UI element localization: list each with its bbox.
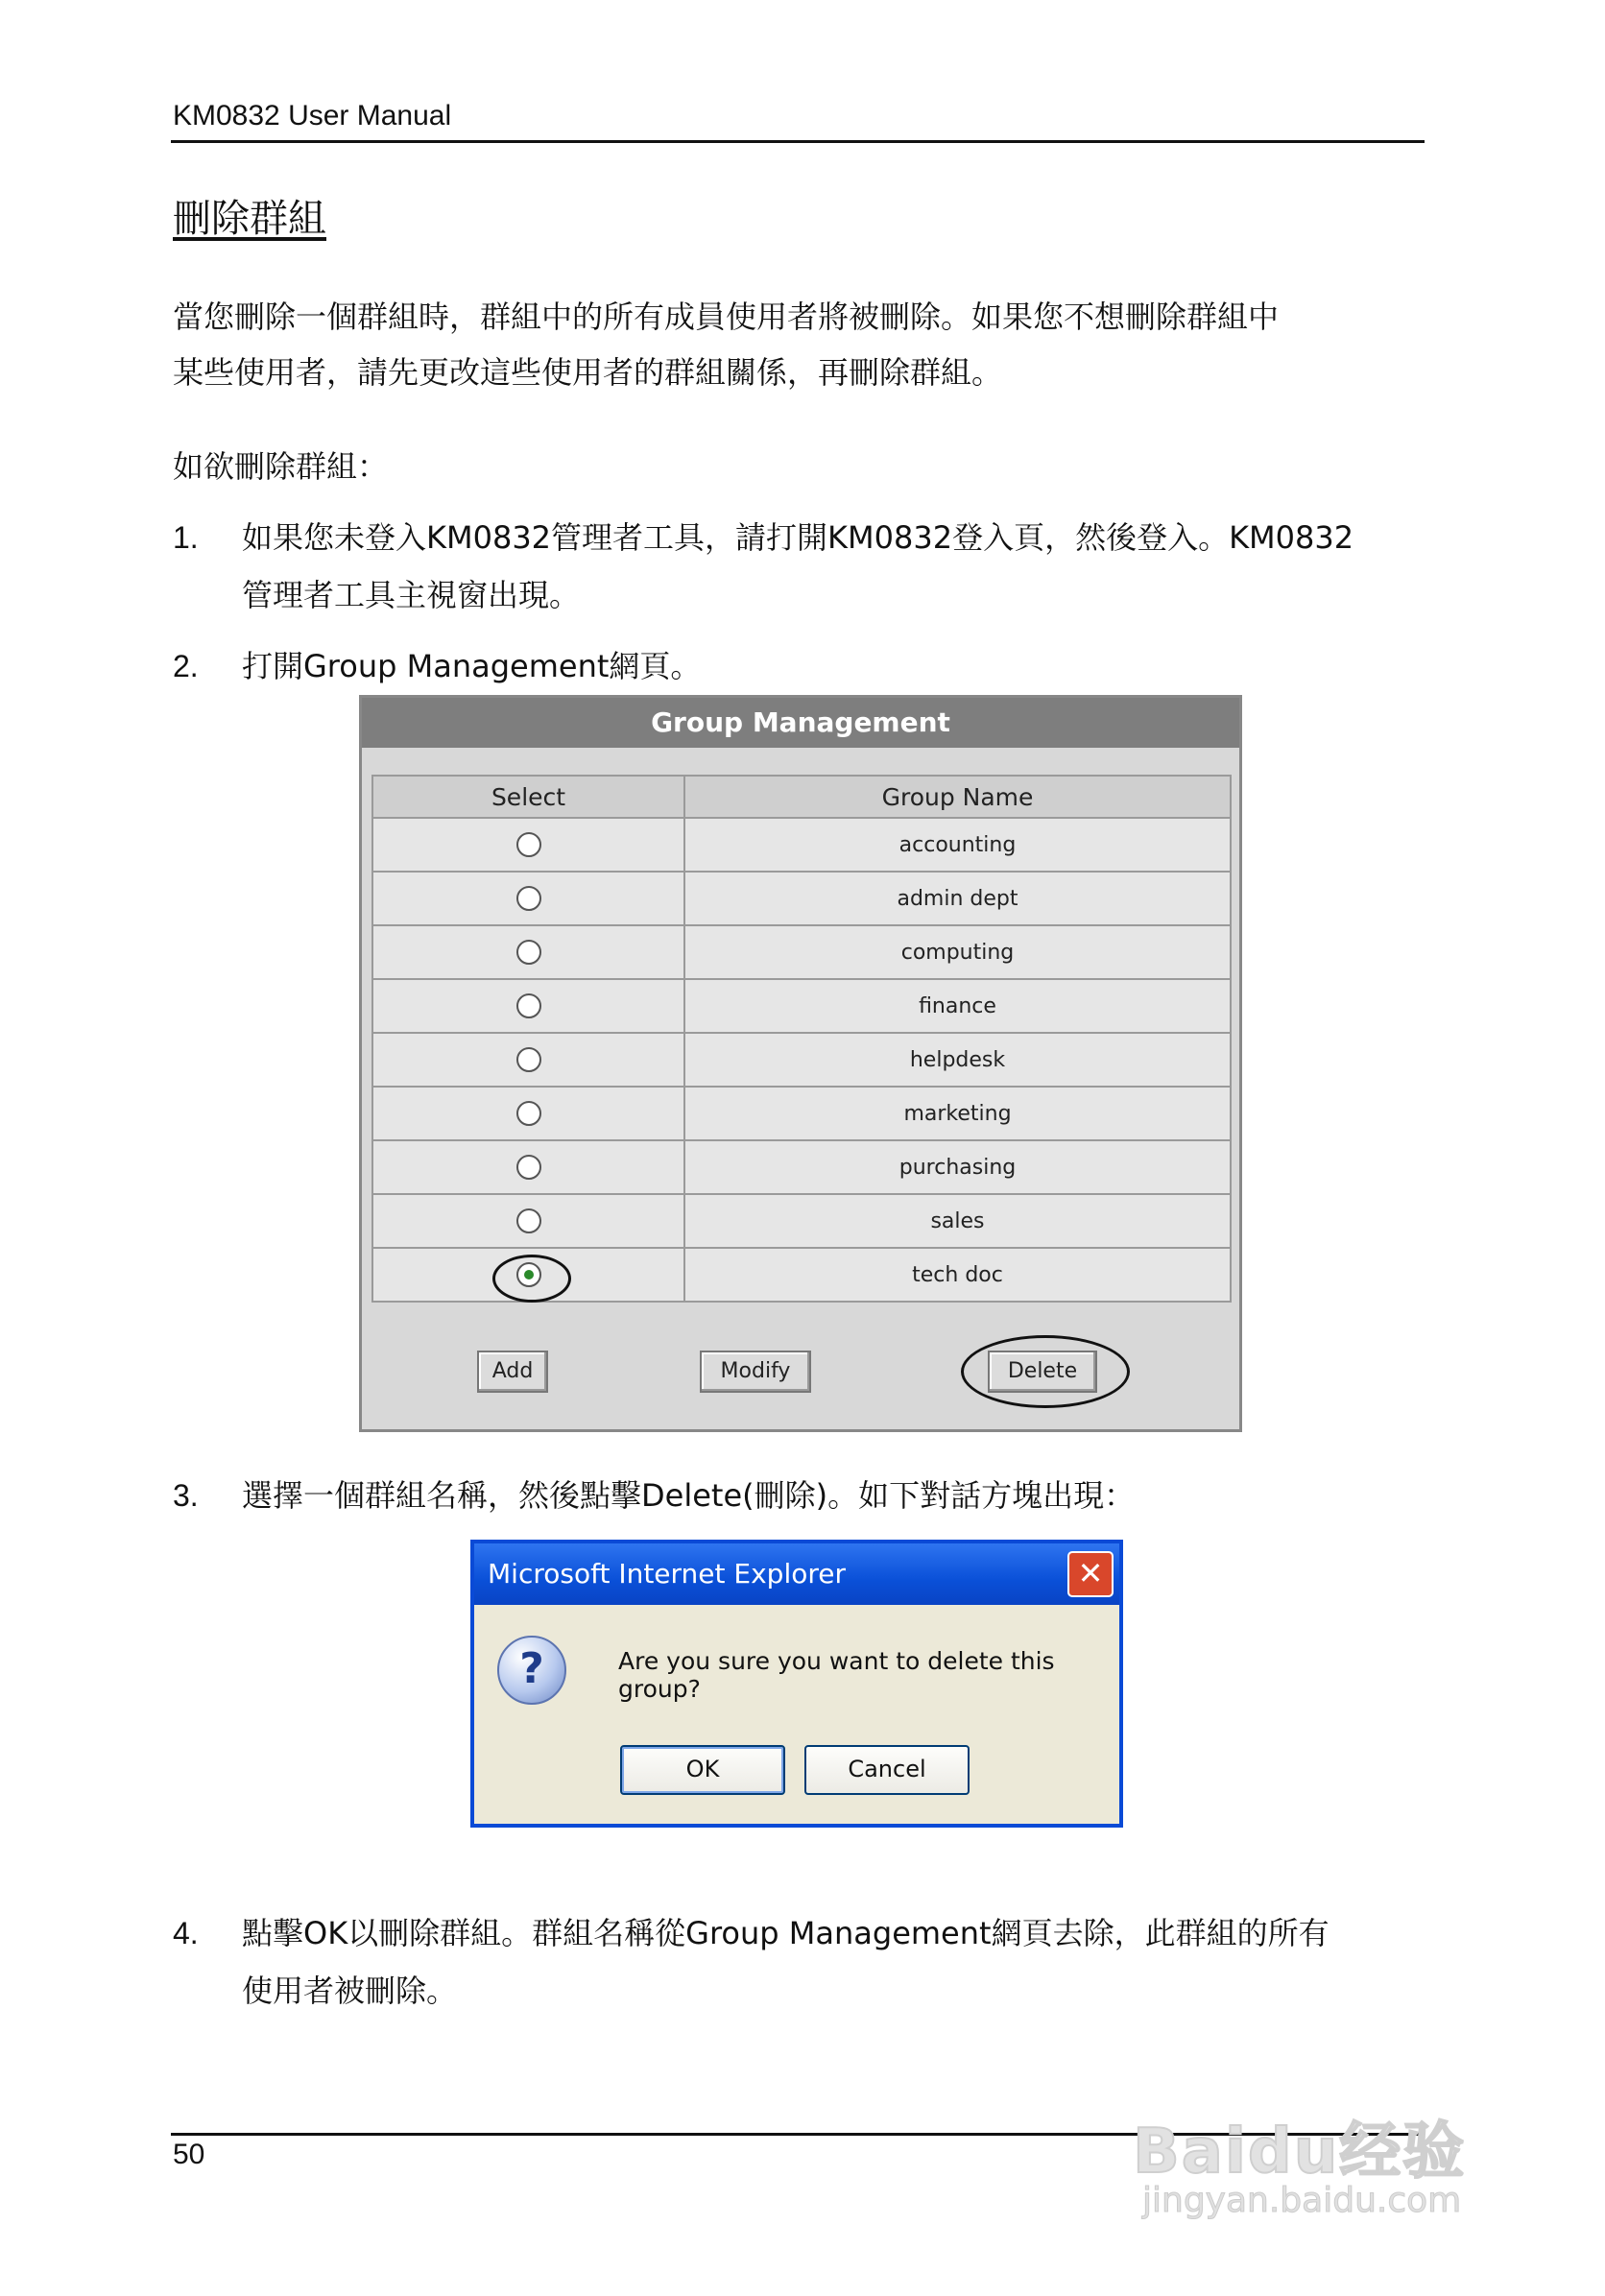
step-text-line-2: 管理者工具主視窗出現。 <box>242 577 581 613</box>
step-text-line-1: 如果您未登入KM0832管理者工具，請打開KM0832登入頁，然後登入。KM0832 <box>242 519 1354 556</box>
step-text-line-1: 點擊OK以刪除群組。群組名稱從Group Management網頁去除，此群組的所有 <box>242 1915 1330 1951</box>
select-cell <box>372 1033 684 1087</box>
intro-paragraph-line-2: 某些使用者，請先更改這些使用者的群組關係，再刪除群組。 <box>173 354 1003 391</box>
select-radio[interactable] <box>516 1101 541 1126</box>
table-row <box>372 1140 1231 1194</box>
select-radio[interactable] <box>516 1155 541 1180</box>
baidu-watermark-url: jingyan.baidu.com <box>1142 2181 1462 2220</box>
highlight-ring-delete-button <box>961 1335 1130 1408</box>
group-management-panel <box>359 695 1242 1432</box>
table-row <box>372 1087 1231 1140</box>
select-cell <box>372 872 684 925</box>
step-number: 1. <box>173 520 199 555</box>
group-name-cell: helpdesk <box>684 1033 1231 1087</box>
step-number: 3. <box>173 1478 199 1513</box>
step-text-line-2: 使用者被刪除。 <box>242 1973 458 2009</box>
group-name-cell: finance <box>684 979 1231 1033</box>
select-cell <box>372 1140 684 1194</box>
dialog-message: Are you sure you want to delete this group? <box>618 1647 1055 1703</box>
table-header-row <box>372 776 1231 818</box>
select-radio[interactable] <box>516 993 541 1018</box>
delete-button[interactable]: Delete <box>988 1351 1097 1393</box>
table-row <box>372 818 1231 872</box>
table-row <box>372 1194 1231 1248</box>
cancel-button[interactable]: Cancel <box>804 1745 970 1795</box>
dialog-title: Microsoft Internet Explorer <box>474 1543 1119 1605</box>
select-radio[interactable] <box>516 886 541 911</box>
step-text <box>242 509 1432 624</box>
section-heading: 刪除群組 <box>173 197 326 241</box>
group-name-cell: accounting <box>684 818 1231 872</box>
select-radio[interactable] <box>516 1208 541 1233</box>
modify-button[interactable]: Modify <box>700 1351 811 1393</box>
add-button[interactable]: Add <box>477 1351 548 1393</box>
group-name-cell: admin dept <box>684 872 1231 925</box>
panel-title: Group Management <box>362 698 1239 748</box>
group-name-cell: purchasing <box>684 1140 1231 1194</box>
confirm-dialog <box>470 1540 1123 1828</box>
close-icon[interactable]: ✕ <box>1067 1551 1114 1597</box>
step-number: 4. <box>173 1916 199 1950</box>
select-radio[interactable] <box>516 1047 541 1072</box>
group-name-cell: tech doc <box>684 1248 1231 1302</box>
intro-paragraph-line-1: 當您刪除一個群組時，群組中的所有成員使用者將被刪除。如果您不想刪除群組中 <box>173 299 1280 335</box>
procedure-lead: 如欲刪除群組： <box>173 448 389 485</box>
select-radio[interactable] <box>516 832 541 857</box>
highlight-ring-selected-radio <box>492 1255 571 1303</box>
select-cell <box>372 1194 684 1248</box>
column-header-select: Select <box>372 776 684 818</box>
page-number: 50 <box>173 2139 205 2170</box>
manual-title: KM0832 User Manual <box>173 100 452 132</box>
group-table <box>371 775 1232 1303</box>
select-cell <box>372 925 684 979</box>
step-text: 選擇一個群組名稱，然後點擊Delete(刪除)。如下對話方塊出現： <box>242 1477 1136 1514</box>
group-name-cell: computing <box>684 925 1231 979</box>
table-row <box>372 925 1231 979</box>
select-cell <box>372 979 684 1033</box>
table-row <box>372 1033 1231 1087</box>
step-text: 打開Group Management網頁。 <box>242 648 702 684</box>
baidu-watermark-logo: Baidu经验 <box>1133 2117 1467 2188</box>
step-text <box>242 1904 1432 2020</box>
header-rule <box>171 140 1425 143</box>
question-icon: ? <box>497 1636 566 1705</box>
column-header-group-name: Group Name <box>684 776 1231 818</box>
table-row <box>372 979 1231 1033</box>
ok-button[interactable]: OK <box>620 1745 785 1795</box>
table-row <box>372 872 1231 925</box>
step-number: 2. <box>173 649 199 683</box>
select-cell <box>372 1087 684 1140</box>
group-name-cell: marketing <box>684 1087 1231 1140</box>
select-radio[interactable] <box>516 940 541 965</box>
select-cell <box>372 818 684 872</box>
group-name-cell: sales <box>684 1194 1231 1248</box>
